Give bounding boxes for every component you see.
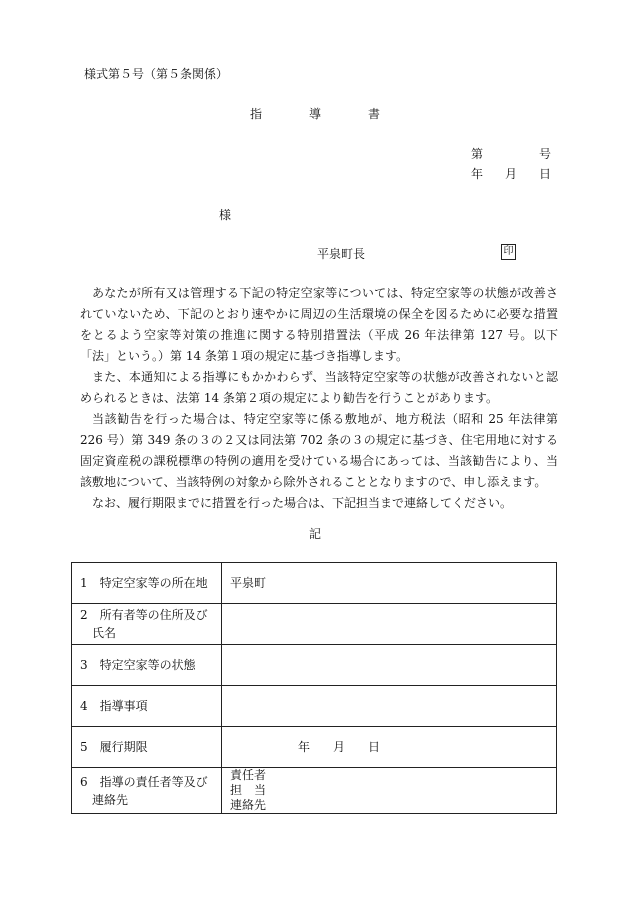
row-value <box>222 645 557 686</box>
deadline-year: 年 <box>298 739 311 754</box>
addressee: 様 <box>219 208 232 222</box>
deadline-day: 日 <box>367 739 380 754</box>
body-text <box>80 283 558 514</box>
table-row <box>72 604 557 645</box>
row-value <box>222 768 557 814</box>
row-label <box>72 563 222 604</box>
table-row <box>72 727 557 768</box>
table-row <box>72 686 557 727</box>
paragraph: 当該勧告を行った場合は、特定空家等に係る敷地が、地方税法（昭和 25 年法律第 226 号）第 349 条の３の２又は同法第 702 条の３の規定に基づき、住宅用地に対する固定資産税の課税標準の特例の適用を受けている場合にあっては、当該勧告により、当該敷地について、当該特例の対象から除外されることとなりますので、申し添えます。 <box>80 412 558 489</box>
row-label <box>72 727 222 768</box>
value-line: 平泉町 <box>230 575 267 590</box>
label-line: 2 所有者等の住所及び <box>80 608 208 622</box>
title-char: 導 <box>308 107 321 121</box>
table-row <box>72 768 557 814</box>
label-line: 5 履行期限 <box>80 740 148 754</box>
paragraph: また、本通知による指導にもかかわらず、当該特定空家等の状態が改善されないと認められるときは、法第 14 条第２項の規定により勧告を行うことがあります。 <box>80 370 558 405</box>
value-line: 連絡先 <box>230 798 267 812</box>
row-value <box>222 727 557 768</box>
sender: 平泉町長 <box>317 247 366 261</box>
paragraph: なお、履行期限までに措置を行った場合は、下記担当まで連絡してください。 <box>92 496 513 510</box>
row-value <box>222 604 557 645</box>
paragraph: あなたが所有又は管理する下記の特定空家等については、特定空家等の状態が改善されていないため、下記のとおり速やかに周辺の生活環境の保全を図るために必要な措置をとるよう空家等対策の推進に関する特別措置法（平成 26 年法律第 127 号。以下「法」という。）第 14 条第１項の規定に基づき指導します。 <box>80 286 558 363</box>
document-number <box>471 146 551 162</box>
title-char: 指 <box>250 107 263 121</box>
details-table <box>71 562 557 814</box>
label-line: 3 特定空家等の状態 <box>80 658 196 672</box>
label-line: 1 特定空家等の所在地 <box>80 576 208 590</box>
title-char: 書 <box>367 107 380 121</box>
row-label <box>72 645 222 686</box>
document-date <box>471 166 551 182</box>
table-row <box>72 645 557 686</box>
number-suffix: 号 <box>538 147 551 161</box>
label-line: 連絡先 <box>80 792 129 807</box>
row-value <box>222 563 557 604</box>
row-label <box>72 686 222 727</box>
deadline-date <box>298 740 380 755</box>
value-line: 担 当 <box>230 783 267 797</box>
label-line: 6 指導の責任者等及び <box>80 774 208 789</box>
value-line: 責任者 <box>230 768 267 782</box>
label-line: 4 指導事項 <box>80 699 148 713</box>
ki-heading: 記 <box>309 527 322 541</box>
row-label <box>72 768 222 814</box>
date-year: 年 <box>471 167 484 181</box>
row-label <box>72 604 222 645</box>
label-line: 氏名 <box>80 626 117 640</box>
date-day: 日 <box>538 167 551 181</box>
seal-icon: 印 <box>501 244 516 260</box>
table-row <box>72 563 557 604</box>
document-title <box>250 106 380 122</box>
number-prefix: 第 <box>471 147 484 161</box>
row-value <box>222 686 557 727</box>
form-id: 様式第５号（第５条関係） <box>84 67 229 81</box>
deadline-month: 月 <box>332 739 345 754</box>
date-month: 月 <box>504 167 517 181</box>
